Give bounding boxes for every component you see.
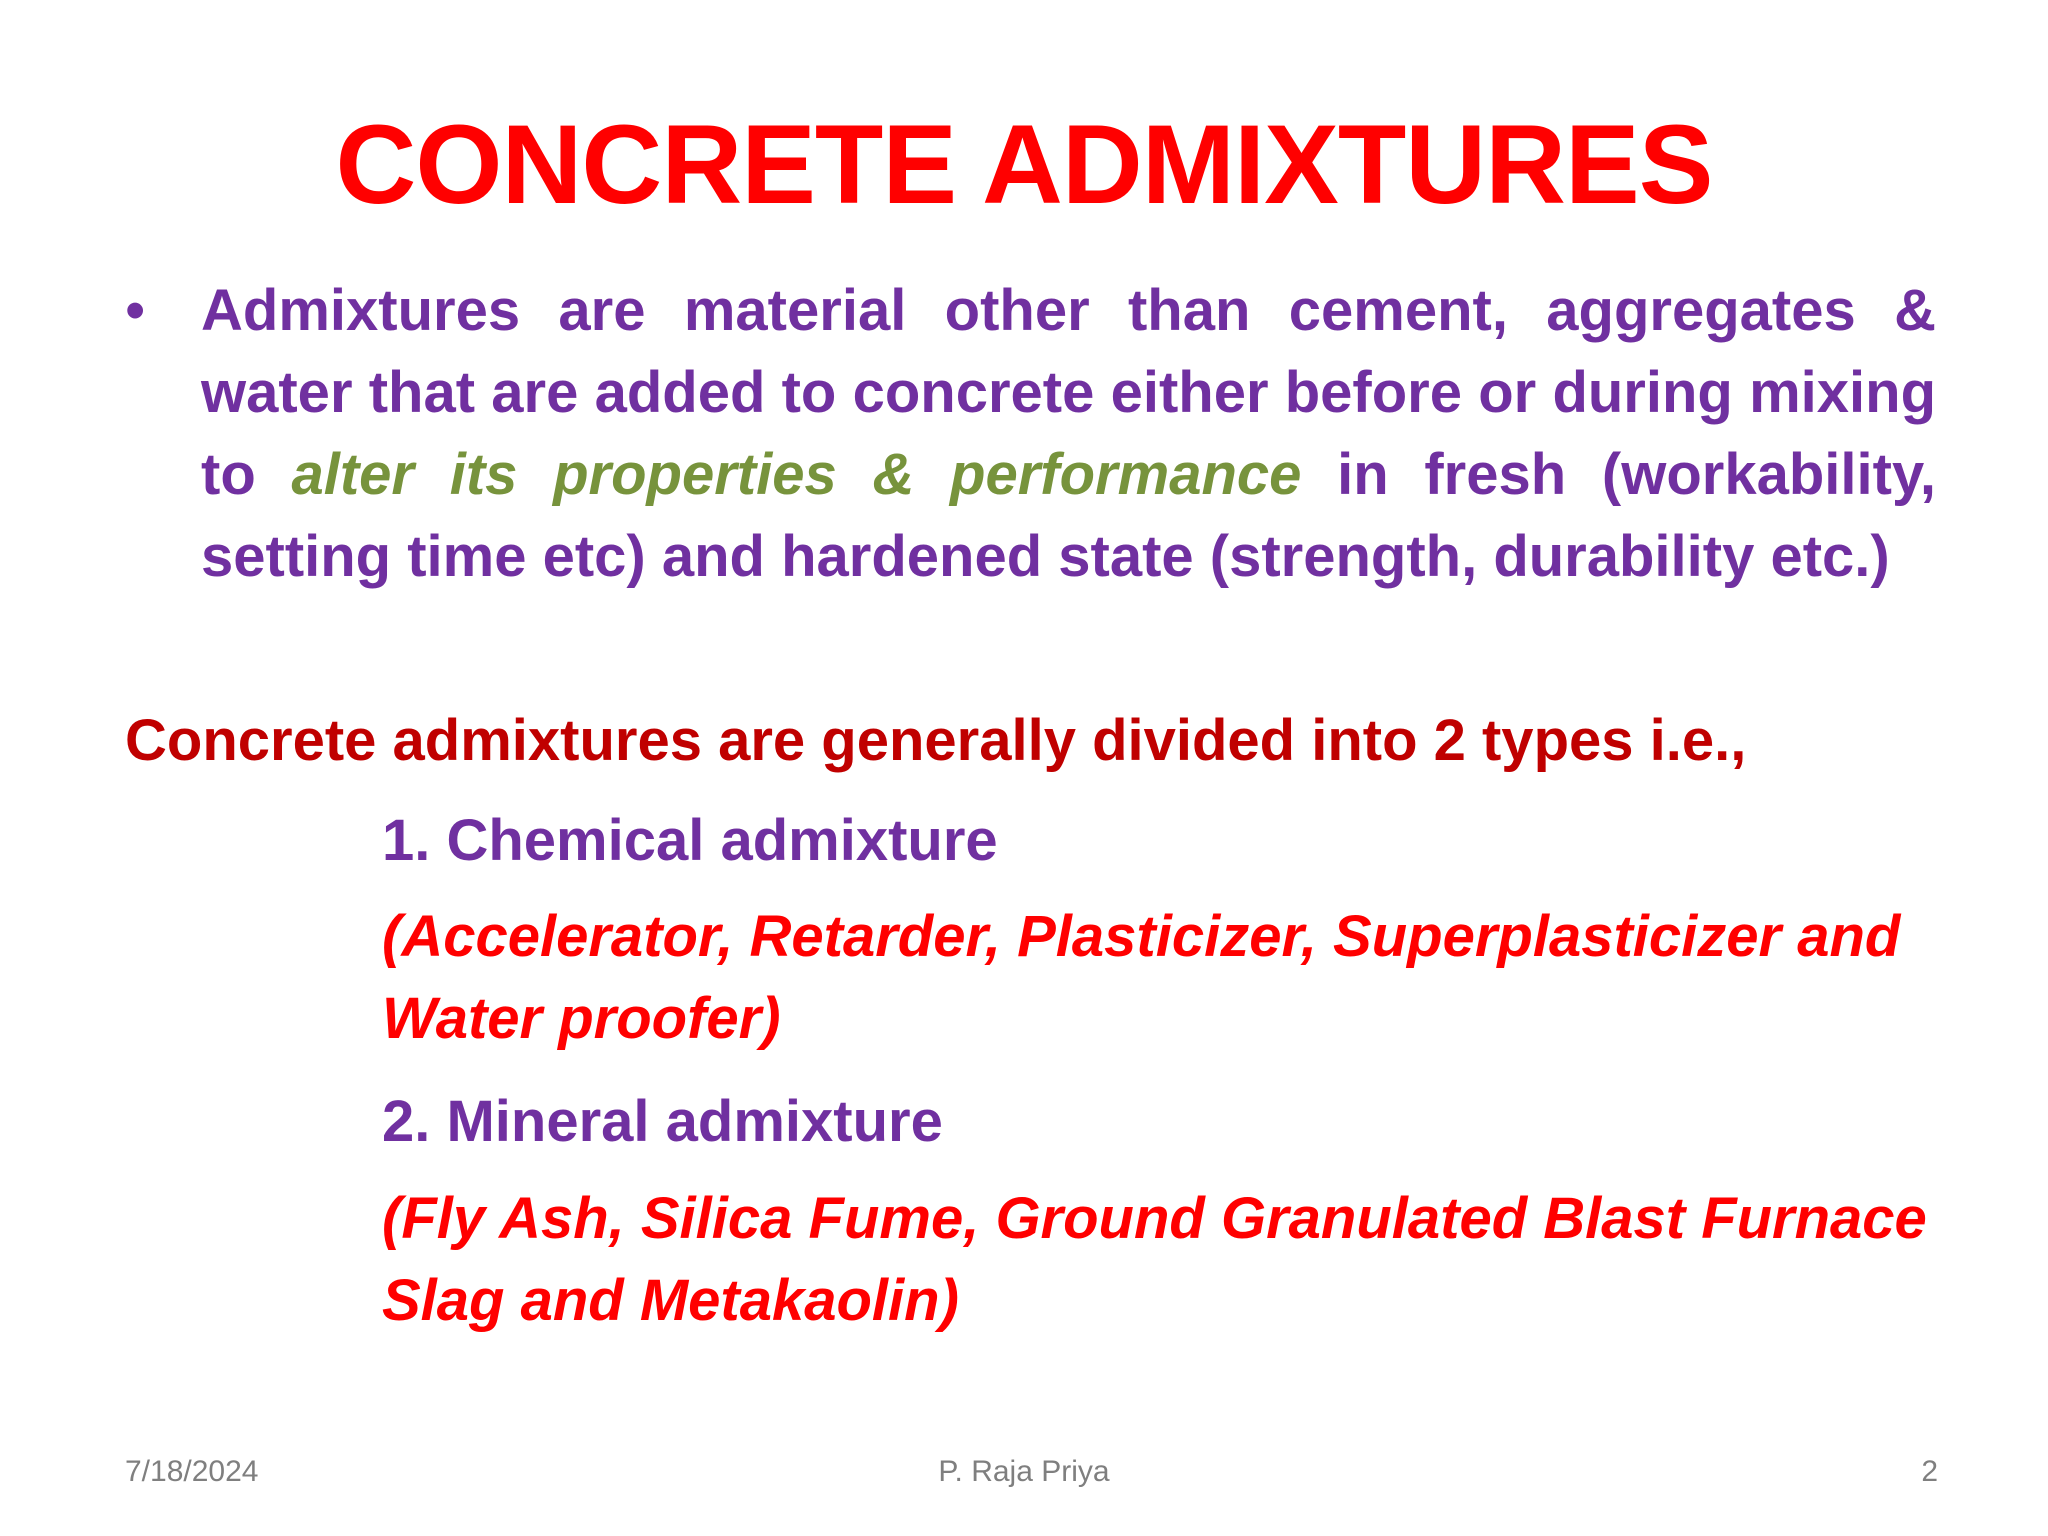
footer-page-number: 2 <box>1921 1455 1938 1488</box>
definition-text <box>201 270 1936 598</box>
slide-title: CONCRETE ADMIXTURES <box>335 102 1713 227</box>
footer-author: P. Raja Priya <box>938 1455 1110 1488</box>
definition-highlight: alter its properties & performance <box>291 442 1302 507</box>
type-examples-mineral: (Fly Ash, Silica Fume, Ground Granulated Blast Furnace Slag and Metakaolin) <box>382 1186 1927 1333</box>
type-examples-chemical: (Accelerator, Retarder, Plasticizer, Superplasticizer and Water proofer) <box>382 904 1901 1051</box>
bullet-marker: • <box>125 278 146 343</box>
footer-date: 7/18/2024 <box>125 1455 259 1488</box>
type-heading-chemical: 1. Chemical admixture <box>382 808 998 873</box>
type-heading-mineral: 2. Mineral admixture <box>382 1089 943 1154</box>
definition-text-end: in fresh (workability, setting time etc) and hardened state (strength, durability etc.) <box>201 442 1937 589</box>
definition-text-start: Admixtures are material other than cement, aggregates & water that are added to concrete either before or during mixing to <box>201 278 1936 507</box>
types-intro: Concrete admixtures are generally divided into 2 types i.e., <box>125 708 1747 773</box>
